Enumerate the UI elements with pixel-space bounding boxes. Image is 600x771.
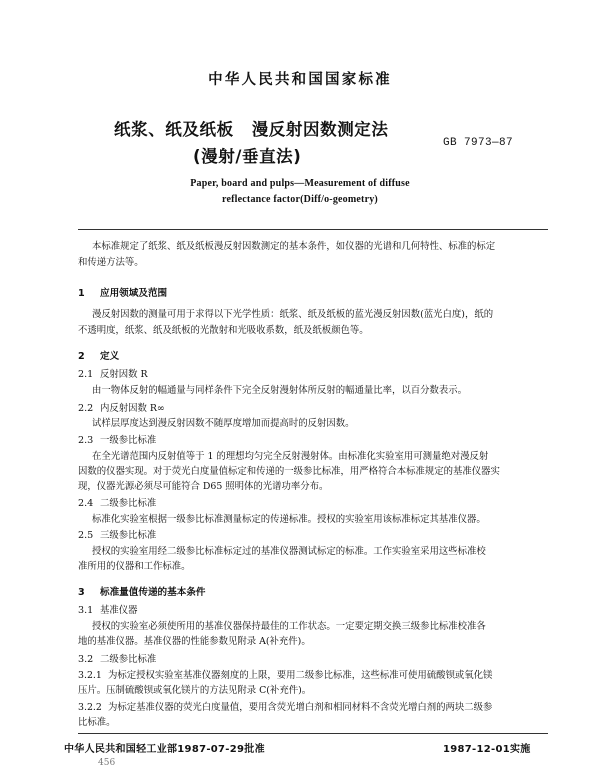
definition-2-5-heading [78,529,156,543]
intro-line-1: 本标准规定了纸浆、纸及纸板漫反射因数测定的基本条件，如仪器的光谱和几何特性、标准的标定 [92,241,496,252]
clause-3-1-line-1: 授权的实验室必须使所用的基准仪器保持最佳的工作状态。一定要定期交换三级参比标准校准各 [92,621,486,632]
clause-3-2-1-line-2: 压片。压制硫酸钡或氧化镁片的方法见附录 C(补充件)。 [78,685,312,696]
clause-number: 3.2.2 [78,702,102,713]
page-number: 456 [98,758,116,768]
title-part-b: 漫反射因数测定法 [251,120,389,139]
definition-2-5-line-1: 授权的实验室用经二级参比标准标定过的基准仪器测试标定的标准。工作实验室采用这些标准校 [92,546,486,557]
clause-number: 2.1 [78,369,94,380]
clause-title: 反射因数 R [100,369,148,380]
definition-2-2-heading [78,402,165,416]
definition-2-2-line-1: 试样层厚度达到漫反射因数不随厚度增加而提高时的反射因数。 [92,418,355,429]
definition-2-5-line-2: 准所用的仪器和工作标准。 [78,561,191,572]
section-title: 定义 [100,351,120,362]
clause-number: 3.1 [78,605,94,616]
footer-divider [78,733,548,734]
clause-3-2-heading [78,653,156,667]
clause-title: 内反射因数 R∞ [100,403,165,414]
clause-number: 2.3 [78,435,94,446]
effective-date: 1987-12-01实施 [443,744,531,755]
approval-note: 中华人民共和国轻工业部1987-07-29批准 [64,744,265,755]
clause-3-2-1-line-1 [78,669,492,683]
section-number: 2 [78,351,85,362]
clause-text: 为标定授权实验室基准仪器刻度的上限，要用二级参比标准，这些标准可使用硫酸钡或氧化镁 [108,670,493,681]
section-1-heading [78,285,167,299]
definition-2-3-heading [78,434,156,448]
clause-3-2-2-line-2: 比标准。 [78,717,116,728]
definition-2-3-line-1: 在全光谱范围内反射值等于 1 的理想均匀完全反射漫射体。由标准化实验室用可测量绝对漫反射 [92,451,489,462]
definition-2-3-line-2: 因数的仪器实现。对于荧光白度量值标定和传递的一级参比标准，用严格符合本标准规定的基准仪器实 [78,466,500,477]
section-number: 1 [78,288,85,299]
definition-2-1-heading [78,368,148,382]
document-title-en-line-2: reflectance factor(Diff/o-geometry) [222,194,378,205]
clause-number: 2.4 [78,498,94,509]
title-part-a: 纸浆、纸及纸板 [114,120,234,139]
issuing-authority-title: 中华人民共和国国家标准 [208,72,392,88]
clause-number: 2.2 [78,403,94,414]
definition-2-1-line-1: 由一物体反射的幅通量与同样条件下完全反射漫射体所反射的幅通量比率，以百分数表示。 [92,385,468,396]
document-subtitle-cn: (漫射/垂直法) [193,147,302,166]
clause-title: 三级参比标准 [100,530,157,541]
clause-title: 一级参比标准 [100,435,157,446]
clause-number: 2.5 [78,530,94,541]
section-2-heading [78,348,119,362]
document-title-en-line-1: Paper, board and pulps—Measurement of diffuse [190,178,410,189]
clause-title: 二级参比标准 [100,498,157,509]
section-1-line-1: 漫反射因数的测量可用于求得以下光学性质：纸浆、纸及纸板的蓝光漫反射因数(蓝光白度)，纸的 [92,309,494,320]
definition-2-4-heading [78,497,156,511]
clause-title: 二级参比标准 [100,654,157,665]
header-divider [78,229,548,230]
clause-number: 3.2.1 [78,670,102,681]
definition-2-3-line-3: 现，仪器光源必须尽可能符合 D65 照明体的光谱功率分布。 [78,481,329,492]
section-title: 标准量值传递的基本条件 [100,587,206,598]
intro-line-2: 和传递方法等。 [78,257,144,268]
standard-code: GB 7973—87 [443,137,514,149]
section-1-line-2: 不透明度，纸浆、纸及纸板的光散射和光吸收系数，纸及纸板颜色等。 [78,325,369,336]
clause-3-1-heading [78,604,138,618]
clause-text: 为标定基准仪器的荧光白度量值，要用含荧光增白剂和相同材料不含荧光增白剂的两块二级参 [108,702,493,713]
clause-title: 基准仪器 [100,605,138,616]
clause-3-1-line-2: 地的基准仪器。基准仪器的性能参数见附录 A(补充件)。 [78,636,311,647]
section-3-heading [78,584,206,598]
section-title: 应用领域及范围 [100,288,168,299]
clause-number: 3.2 [78,654,94,665]
clause-3-2-2-line-1 [78,701,492,715]
document-title-cn [114,116,389,140]
section-number: 3 [78,587,85,598]
definition-2-4-line-1: 标准化实验室根据一级参比标准测量标定的传递标准。授权的实验室用该标准标定其基准仪器。 [92,514,486,525]
